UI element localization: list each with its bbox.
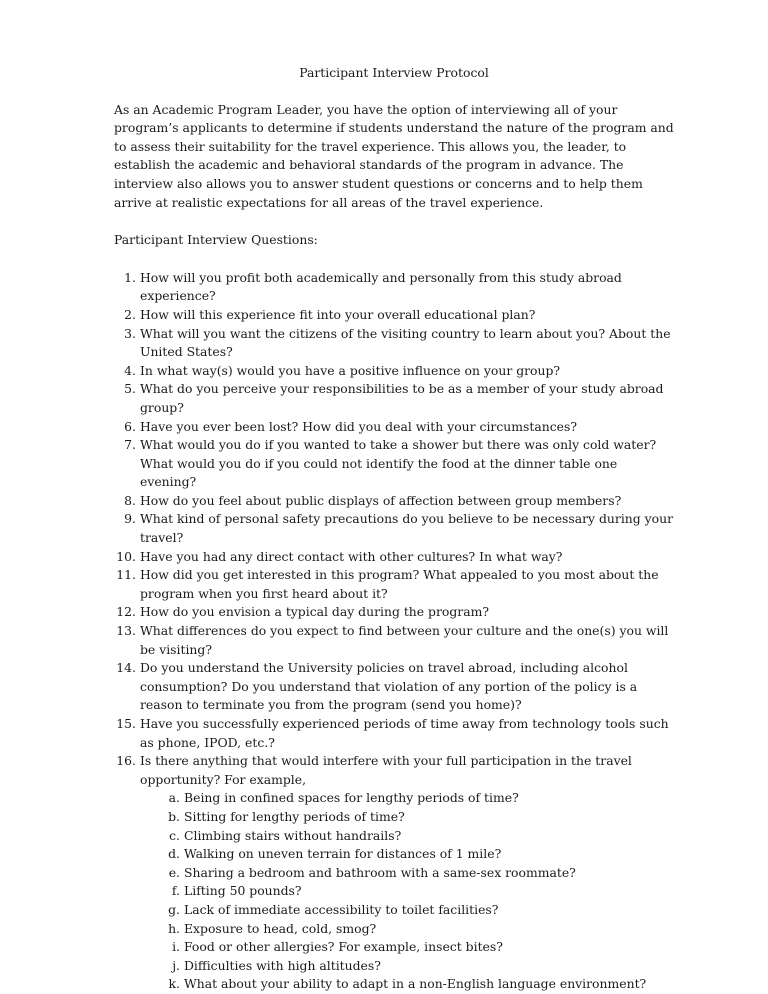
question-number: 2.: [124, 306, 136, 322]
question-text: Do you understand the University policies on travel abroad, including alcohol consumption? Do you understand that violation of any portion of the policy is a reason to terminate you from the program (send you home)?: [140, 660, 638, 713]
sub-item-letter: g.: [168, 901, 180, 917]
sub-item: [140, 882, 674, 901]
question-number: 7.: [124, 437, 136, 453]
sub-item-letter: h.: [168, 920, 180, 936]
question-text: What kind of personal safety precautions do you believe to be necessary during your travel?: [140, 511, 674, 546]
sub-item-text: Lifting 50 pounds?: [184, 883, 302, 899]
question-number: 1.: [124, 269, 136, 285]
question-text: Is there anything that would interfere with your full participation in the travel opportunity? For example,: [140, 753, 632, 787]
sub-item-text: Sharing a bedroom and bathroom with a same-sex roommate?: [184, 864, 576, 880]
sub-item-letter: d.: [168, 846, 180, 862]
sub-item-text: What about your ability to adapt in a non-English language environment?: [184, 976, 647, 992]
sub-item-text: Difficulties with high altitudes?: [184, 957, 381, 973]
sub-item: [140, 920, 674, 939]
question-number: 11.: [116, 567, 136, 583]
question-number: 14.: [116, 660, 136, 676]
question-item: [114, 362, 674, 381]
question-item: [114, 752, 674, 994]
question-item: [114, 715, 674, 752]
sub-item-text: Climbing stairs without handrails?: [184, 827, 402, 843]
document-page: [114, 64, 674, 994]
question-text: Have you successfully experienced periods of time away from technology tools such as phone, IPOD, etc.?: [140, 716, 669, 750]
question-item: [114, 548, 674, 567]
sub-item-text: Lack of immediate accessibility to toilet facilities?: [184, 901, 499, 917]
question-item: [114, 418, 674, 437]
question-number: 10.: [116, 548, 136, 564]
question-item: [114, 436, 674, 492]
sub-item: [140, 957, 674, 976]
question-text: What will you want the citizens of the visiting country to learn about you? About the United States?: [140, 325, 671, 360]
question-text: Have you ever been lost? How did you deal with your circumstances?: [140, 418, 577, 434]
question-number: 8.: [124, 492, 136, 508]
question-number: 13.: [116, 623, 136, 639]
question-number: 6.: [124, 418, 136, 434]
question-item: [114, 622, 674, 659]
question-number: 12.: [116, 604, 136, 620]
question-item: [114, 492, 674, 511]
question-list: [114, 269, 674, 994]
sub-item-letter: j.: [172, 957, 180, 973]
sub-item-text: Being in confined spaces for lengthy periods of time?: [184, 790, 519, 806]
sub-item-letter: e.: [168, 864, 180, 880]
section-heading: Participant Interview Questions:: [114, 232, 318, 248]
question-text: What would you do if you wanted to take a shower but there was only cold water? What would you do if you could not identify the food at the dinner table one evening?: [140, 437, 657, 490]
sub-item-letter: b.: [168, 808, 180, 824]
question-item: [114, 566, 674, 603]
question-item: [114, 306, 674, 325]
question-text: How will this experience fit into your overall educational plan?: [140, 306, 536, 322]
question-number: 4.: [124, 362, 136, 378]
document-title: Participant Interview Protocol: [299, 65, 489, 80]
question-text: How do you feel about public displays of affection between group members?: [140, 492, 622, 508]
question-number: 16.: [116, 753, 136, 769]
sub-item: [140, 901, 674, 920]
sub-item-text: Food or other allergies? For example, insect bites?: [184, 939, 503, 955]
question-item: [114, 325, 674, 362]
question-item: [114, 659, 674, 715]
question-text: What do you perceive your responsibilities to be as a member of your study abroad group?: [140, 381, 664, 415]
sub-item: [140, 864, 674, 883]
sub-item-letter: a.: [168, 790, 180, 806]
question-number: 5.: [124, 381, 136, 397]
sub-item: [140, 827, 674, 846]
question-text: How do you envision a typical day during the program?: [140, 604, 490, 620]
sub-item: [140, 789, 674, 808]
question-number: 3.: [124, 325, 136, 341]
sub-item: [140, 975, 674, 994]
sub-item-text: Walking on uneven terrain for distances of 1 mile?: [184, 846, 502, 862]
question-text: Have you had any direct contact with other cultures? In what way?: [140, 548, 563, 564]
question-text: How will you profit both academically and personally from this study abroad experience?: [140, 269, 622, 304]
sub-item-letter: i.: [172, 939, 180, 955]
question-item: [114, 510, 674, 547]
sub-item-letter: c.: [169, 827, 180, 843]
sub-item: [140, 938, 674, 957]
question-item: [114, 603, 674, 622]
sub-item-list: [140, 789, 674, 994]
sub-item-letter: k.: [168, 976, 180, 992]
question-text: How did you get interested in this program? What appealed to you most about the program when you first heard about it?: [140, 567, 659, 601]
question-item: [114, 269, 674, 306]
sub-item-letter: f.: [171, 883, 180, 899]
sub-item-text: Exposure to head, cold, smog?: [184, 920, 377, 936]
sub-item: [140, 845, 674, 864]
intro-paragraph: As an Academic Program Leader, you have the option of interviewing all of your program’s applicants to determine if students understand the nature of the program and to assess their suitability for the travel experience. This allows you, the leader, to establish the academic and behavioral standards of the program in advance. The interview also allows you to answer student questions or concerns and to help them arrive at realistic expectations for all areas of the travel experience.: [114, 101, 674, 210]
question-text: In what way(s) would you have a positive influence on your group?: [140, 362, 561, 378]
question-number: 9.: [124, 511, 136, 527]
question-number: 15.: [116, 716, 136, 731]
question-item: [114, 380, 674, 417]
sub-item: [140, 808, 674, 827]
question-text: What differences do you expect to find between your culture and the one(s) you will be visiting?: [140, 623, 669, 657]
sub-item-text: Sitting for lengthy periods of time?: [184, 808, 405, 824]
